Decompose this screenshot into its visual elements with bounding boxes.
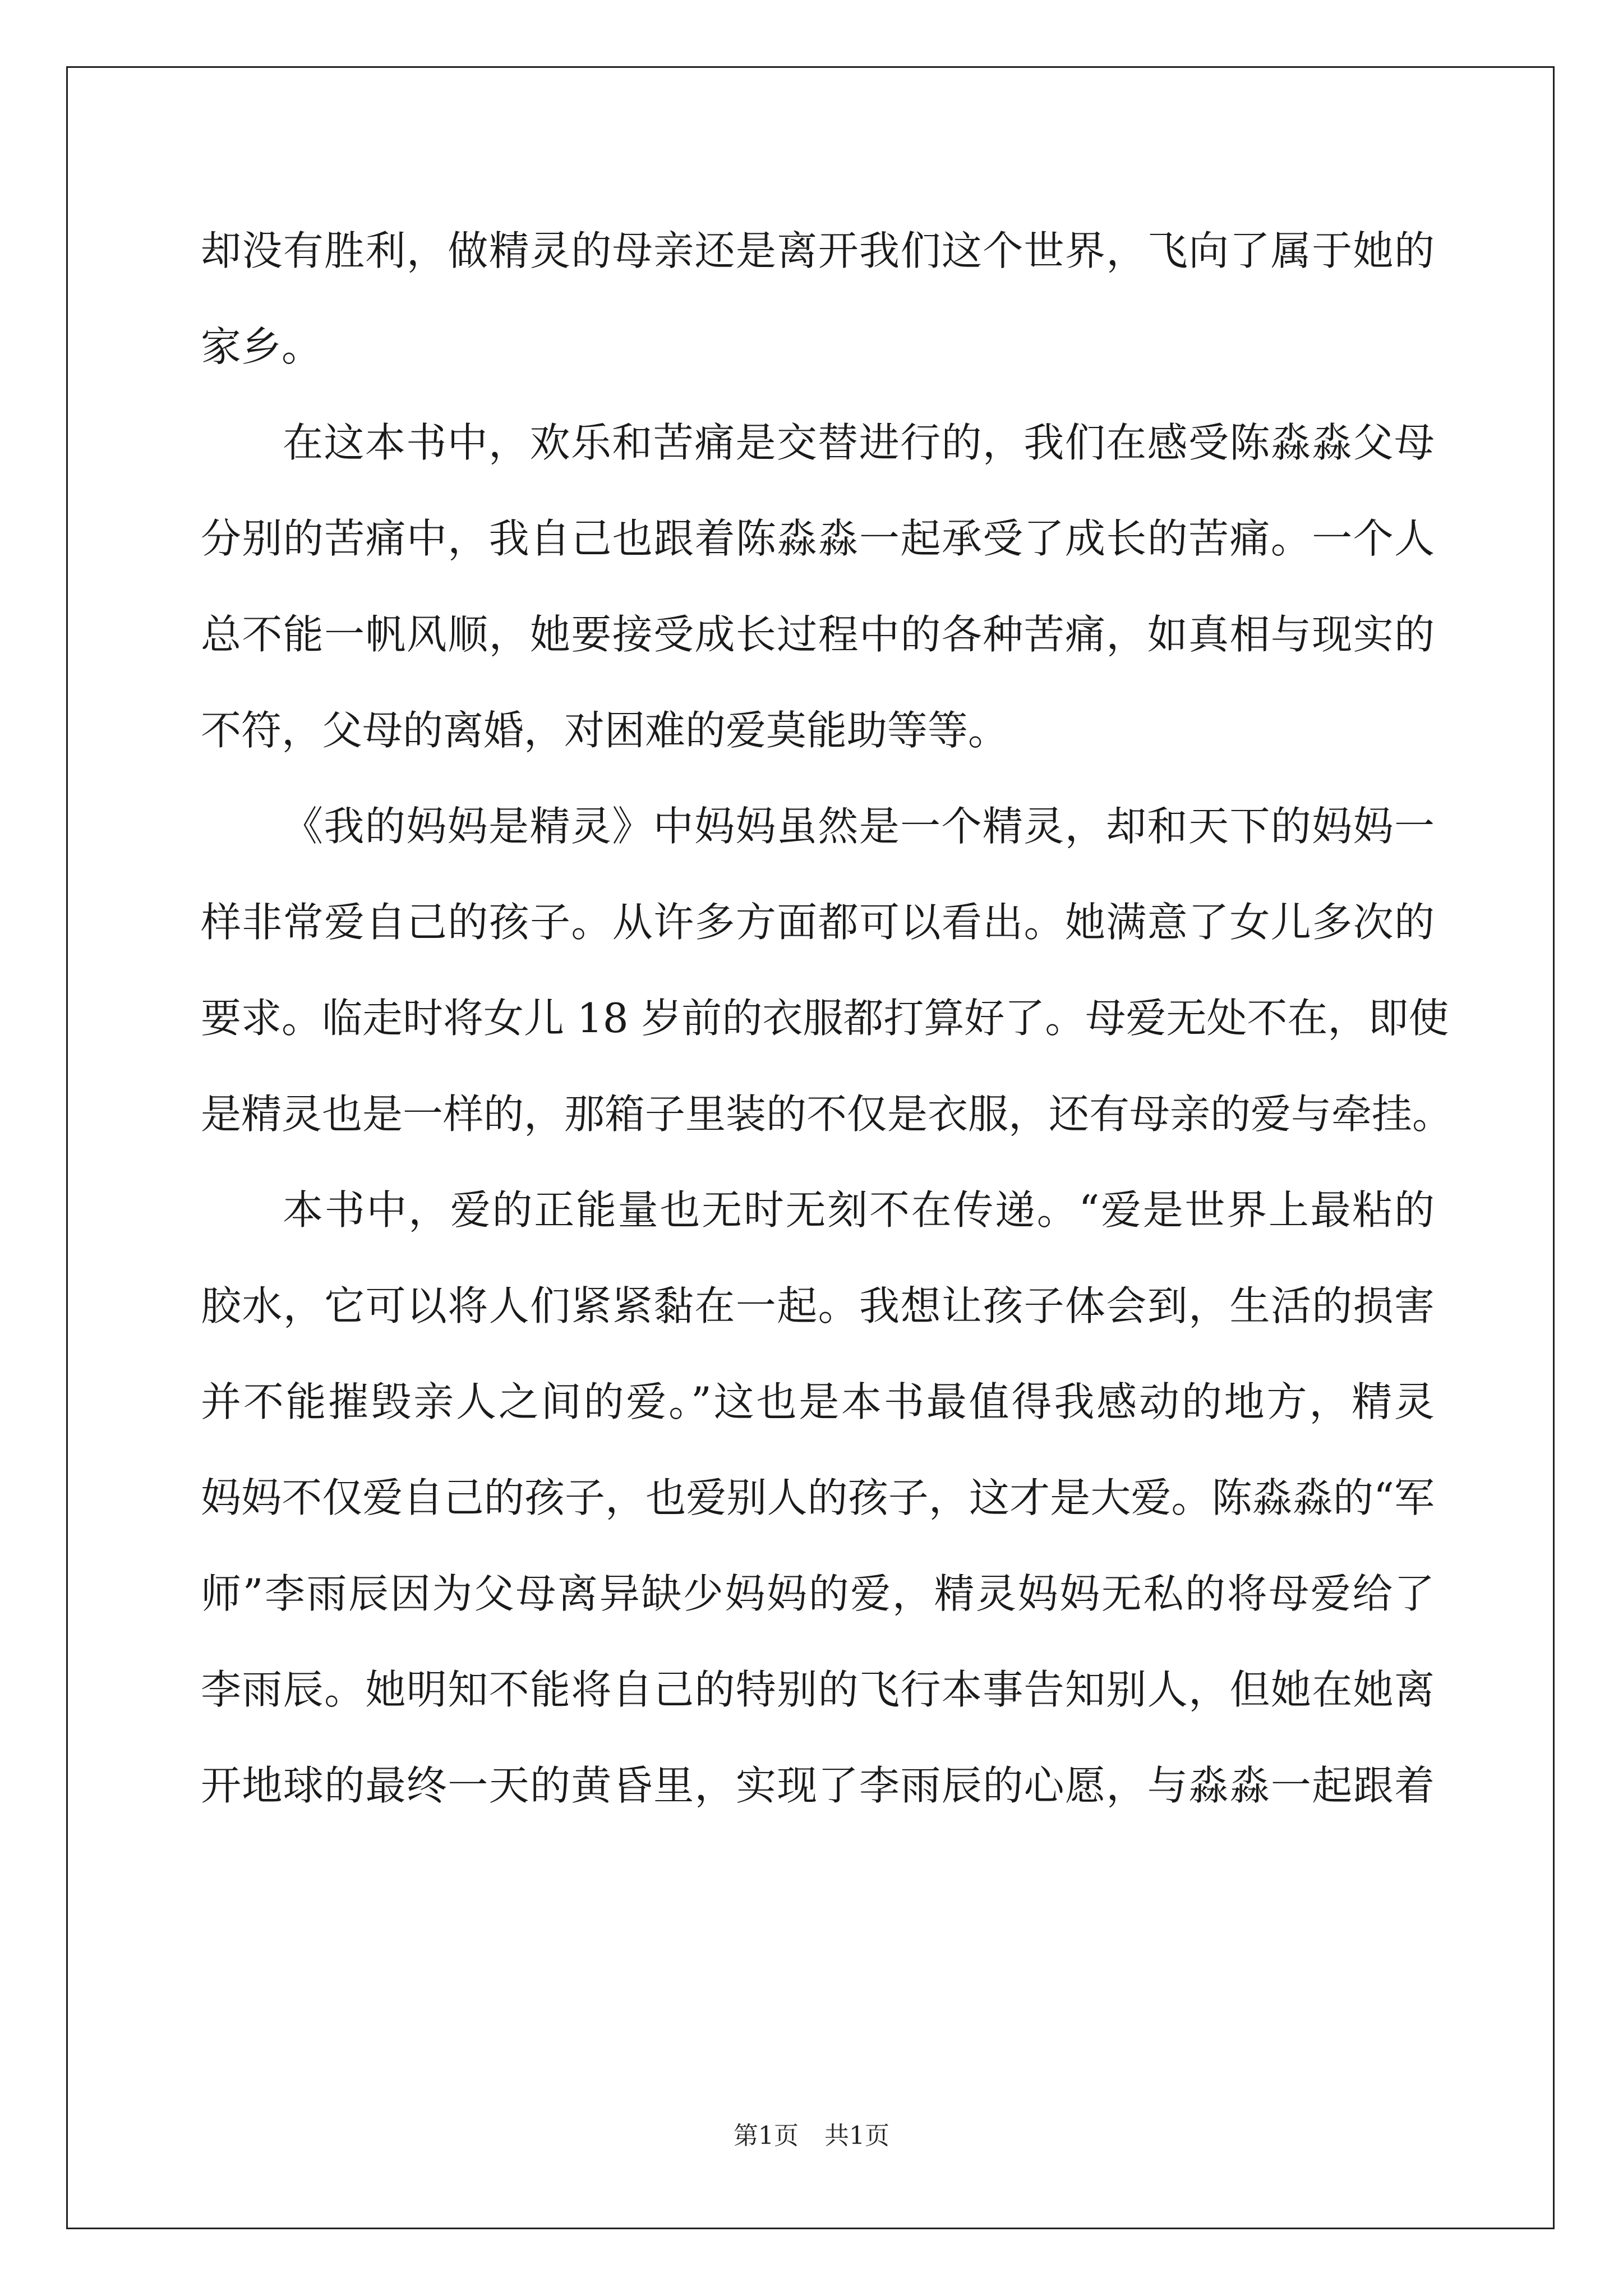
text-line: 样非常爱自己的孩子。从许多方面都可以看出。她满意了女儿多次的 [201, 899, 1435, 946]
text-line: 要求。临走时将女儿 18 岁前的衣服都打算好了。母爱无处不在，即使 [201, 995, 1449, 1042]
text-line: 却没有胜利，做精灵的母亲还是离开我们这个世界，飞向了属于她的 [201, 227, 1435, 274]
page-total: 共1页 [824, 2122, 889, 2150]
text-line: 开地球的最终一天的黄昏里，实现了李雨辰的心愿，与淼淼一起跟着 [201, 1762, 1435, 1809]
text-line: 李雨辰。她明知不能将自己的特别的飞行本事告知别人，但她在她离 [201, 1666, 1435, 1713]
text-line: 胶水，它可以将人们紧紧黏在一起。我想让孩子体会到，生活的损害 [201, 1282, 1435, 1329]
text-line: 是精灵也是一样的，那箱子里装的不仅是衣服，还有母亲的爱与牵挂。 [201, 1091, 1453, 1138]
paragraph-start-line: 在这本书中，欢乐和苦痛是交替进行的，我们在感受陈淼淼父母 [283, 419, 1435, 466]
text-line: 总不能一帆风顺，她要接受成长过程中的各种苦痛，如真相与现实的 [201, 611, 1435, 658]
text-line: 不符，父母的离婚，对困难的爱莫能助等等。 [201, 707, 1009, 754]
text-line: 师”李雨辰因为父母离异缺少妈妈的爱，精灵妈妈无私的将母爱给了 [201, 1570, 1435, 1617]
page-footer [0, 2119, 1623, 2153]
text-line: 家乡。 [201, 323, 322, 370]
text-line: 分别的苦痛中，我自己也跟着陈淼淼一起承受了成长的苦痛。一个人 [201, 515, 1435, 562]
text-line: 妈妈不仅爱自己的孩子，也爱别人的孩子，这才是大爱。陈淼淼的“军 [201, 1474, 1435, 1521]
page-number: 第1页 [734, 2122, 799, 2150]
paragraph-start-line: 《我的妈妈是精灵》中妈妈虽然是一个精灵，却和天下的妈妈一 [283, 803, 1435, 850]
document-body [201, 209, 1453, 1839]
text-line: 并不能摧毁亲人之间的爱。”这也是本书最值得我感动的地方，精灵 [201, 1378, 1435, 1425]
paragraph-start-line: 本书中，爱的正能量也无时无刻不在传递。“爱是世界上最粘的 [283, 1186, 1435, 1234]
